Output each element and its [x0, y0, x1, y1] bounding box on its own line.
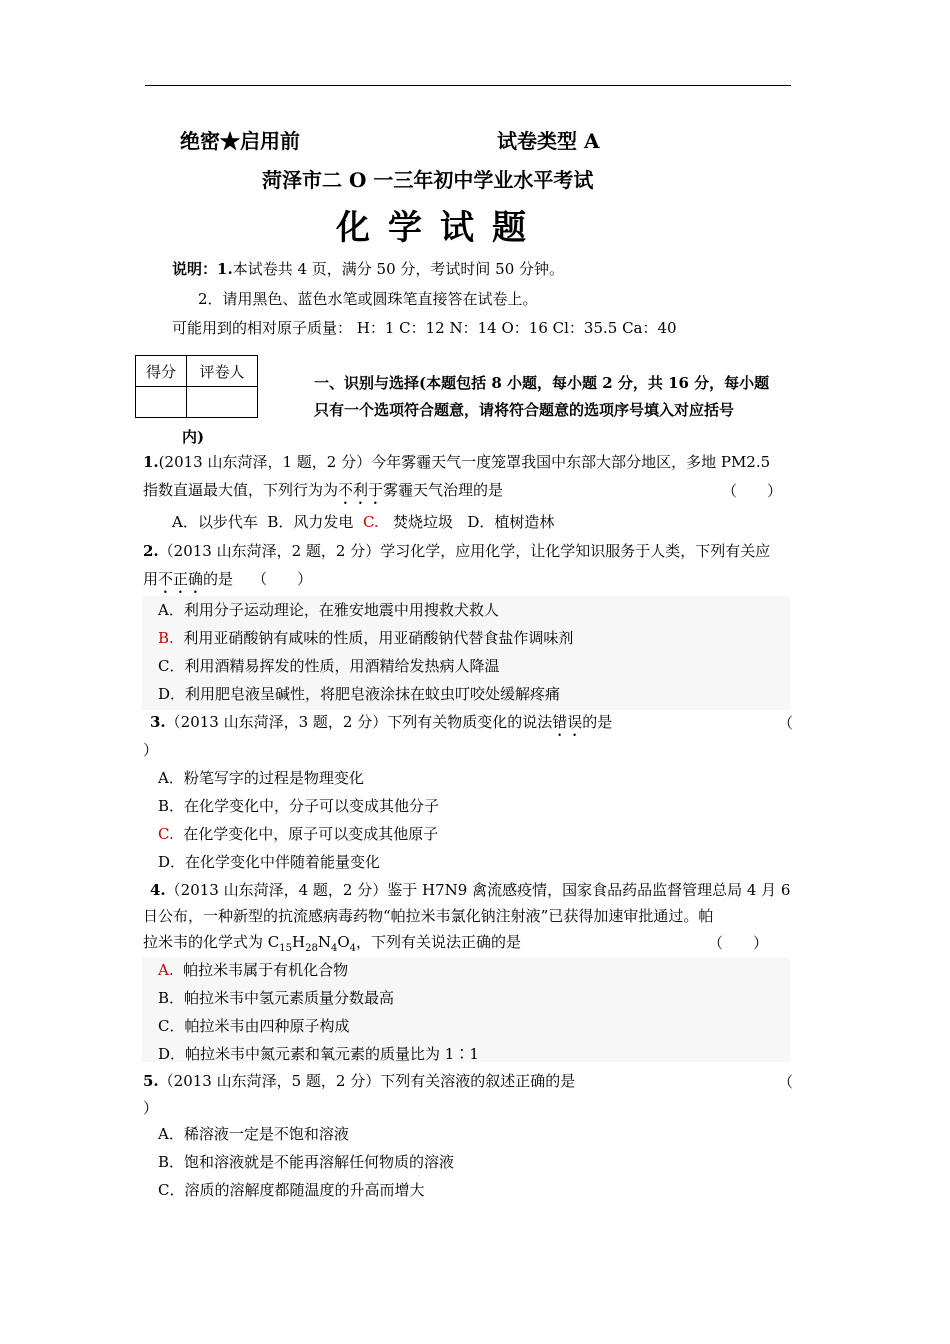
q5-paren-open[interactable]: （: [778, 1073, 794, 1091]
q4-line1: 4.（2013 山东菏泽，4 题，2 分）鉴于 H7N9 禽流感疫情，国家食品药品监督管理总局 4 月 6: [150, 881, 791, 899]
q4-line2: 日公布，一种新型的抗流感病毒药物“帕拉米韦氯化钠注射液”已获得加速审批通过。帕: [143, 907, 714, 925]
note-1: 说明：1.本试卷共 4 页，满分 50 分，考试时间 50 分钟。: [172, 260, 565, 278]
paper-type-label: 试卷类型 A: [497, 129, 600, 153]
section1-line2: 只有一个选项符合题意，请将符合题意的选项序号填入对应括号: [314, 401, 735, 419]
q1-line1: 1.(2013 山东菏泽，1 题，2 分）今年雾霾天气一度笼罩我国中东部大部分地区，多地 PM2.5: [143, 453, 771, 471]
q1-option-b: B．风力发电: [267, 513, 354, 531]
q4-option-a: A. 帕拉米韦属于有机化合物: [158, 961, 349, 979]
q1-option-a: A．以步代车: [172, 513, 258, 531]
q5-paren-close: ）: [143, 1099, 159, 1117]
exam-name: 菏泽市二 O 一三年初中学业水平考试: [262, 168, 594, 192]
q5-option-a: A．稀溶液一定是不饱和溶液: [158, 1125, 349, 1143]
grader-header: 评卷人: [187, 356, 258, 387]
q4-option-b: B．帕拉米韦中氢元素质量分数最高: [158, 989, 395, 1007]
section1-line1: 一、识别与选择(本题包括 8 小题，每小题 2 分，共 16 分，每小题: [314, 374, 770, 392]
q3-paren-close: ）: [143, 741, 159, 759]
q1-option-c-letter: C.: [362, 513, 379, 531]
q3-line1: 3.（2013 山东菏泽，3 题，2 分）下列有关物质变化的说法错误的是: [150, 713, 613, 731]
q1-option-d: D．植树造林: [467, 513, 555, 531]
q5-option-c: C．溶质的溶解度都随温度的升高而增大: [158, 1181, 425, 1199]
q2-line2: 用不正确的是 （ ）: [143, 570, 313, 588]
q3-option-c: C. 在化学变化中，原子可以变成其他原子: [158, 825, 439, 843]
q2-option-a: A．利用分子运动理论，在雅安地震中用搜救犬救人: [158, 601, 499, 619]
atomic-masses: 可能用到的相对原子质量： H：1 C：12 N：14 O：16 Cl：35.5 Ca：40: [172, 319, 677, 337]
subject-title: 化学试题: [336, 208, 544, 248]
q1-options: [172, 512, 554, 532]
q2-option-d: D．利用肥皂液呈碱性，将肥皂液涂抹在蚊虫叮咬处缓解疼痛: [158, 685, 561, 703]
q3-paren-open[interactable]: （: [778, 714, 794, 732]
q3-option-a: A．粉笔写字的过程是物理变化: [158, 769, 364, 787]
q3-option-d: D．在化学变化中伴随着能量变化: [158, 853, 381, 871]
q2-option-b: B. 利用亚硝酸钠有咸味的性质，用亚硝酸钠代替食盐作调味剂: [158, 629, 574, 647]
q1-answer-paren[interactable]: （ ）: [722, 482, 783, 500]
score-cell[interactable]: [136, 387, 187, 418]
q4-option-d: D．帕拉米韦中氮元素和氧元素的质量比为 1∶1: [158, 1045, 479, 1063]
q2-line1: 2.（2013 山东菏泽，2 题，2 分）学习化学，应用化学，让化学知识服务于人类，下列有关应: [143, 542, 771, 560]
top-rule: [145, 85, 791, 86]
q2-answer-paren: （ ）: [252, 570, 313, 588]
score-table: [135, 355, 258, 418]
score-header: 得分: [136, 356, 187, 387]
q1-option-c: 焚烧垃圾: [393, 513, 454, 531]
section1-line3: 内): [182, 428, 205, 446]
q5-line1: 5.（2013 山东菏泽，5 题，2 分）下列有关溶液的叙述正确的是: [143, 1072, 576, 1090]
q4-line3: 拉米韦的化学式为 $C_{15}H_{28}N_4O_4$，下列有关说法正确的是: [143, 933, 522, 954]
q4-answer-paren[interactable]: （ ）: [708, 934, 769, 952]
q2-option-c: C．利用酒精易挥发的性质，用酒精给发热病人降温: [158, 657, 500, 675]
q4-option-c: C．帕拉米韦由四种原子构成: [158, 1017, 350, 1035]
q3-option-b: B．在化学变化中，分子可以变成其他分子: [158, 797, 440, 815]
q5-option-b: B．饱和溶液就是不能再溶解任何物质的溶液: [158, 1153, 455, 1171]
grader-cell[interactable]: [187, 387, 258, 418]
confidential-label: 绝密★启用前: [180, 129, 300, 153]
note-2: 2．请用黑色、蓝色水笔或圆珠笔直接答在试卷上。: [198, 290, 538, 308]
q1-line2: 指数直逼最大值，下列行为为不利于雾霾天气治理的是: [143, 481, 504, 499]
